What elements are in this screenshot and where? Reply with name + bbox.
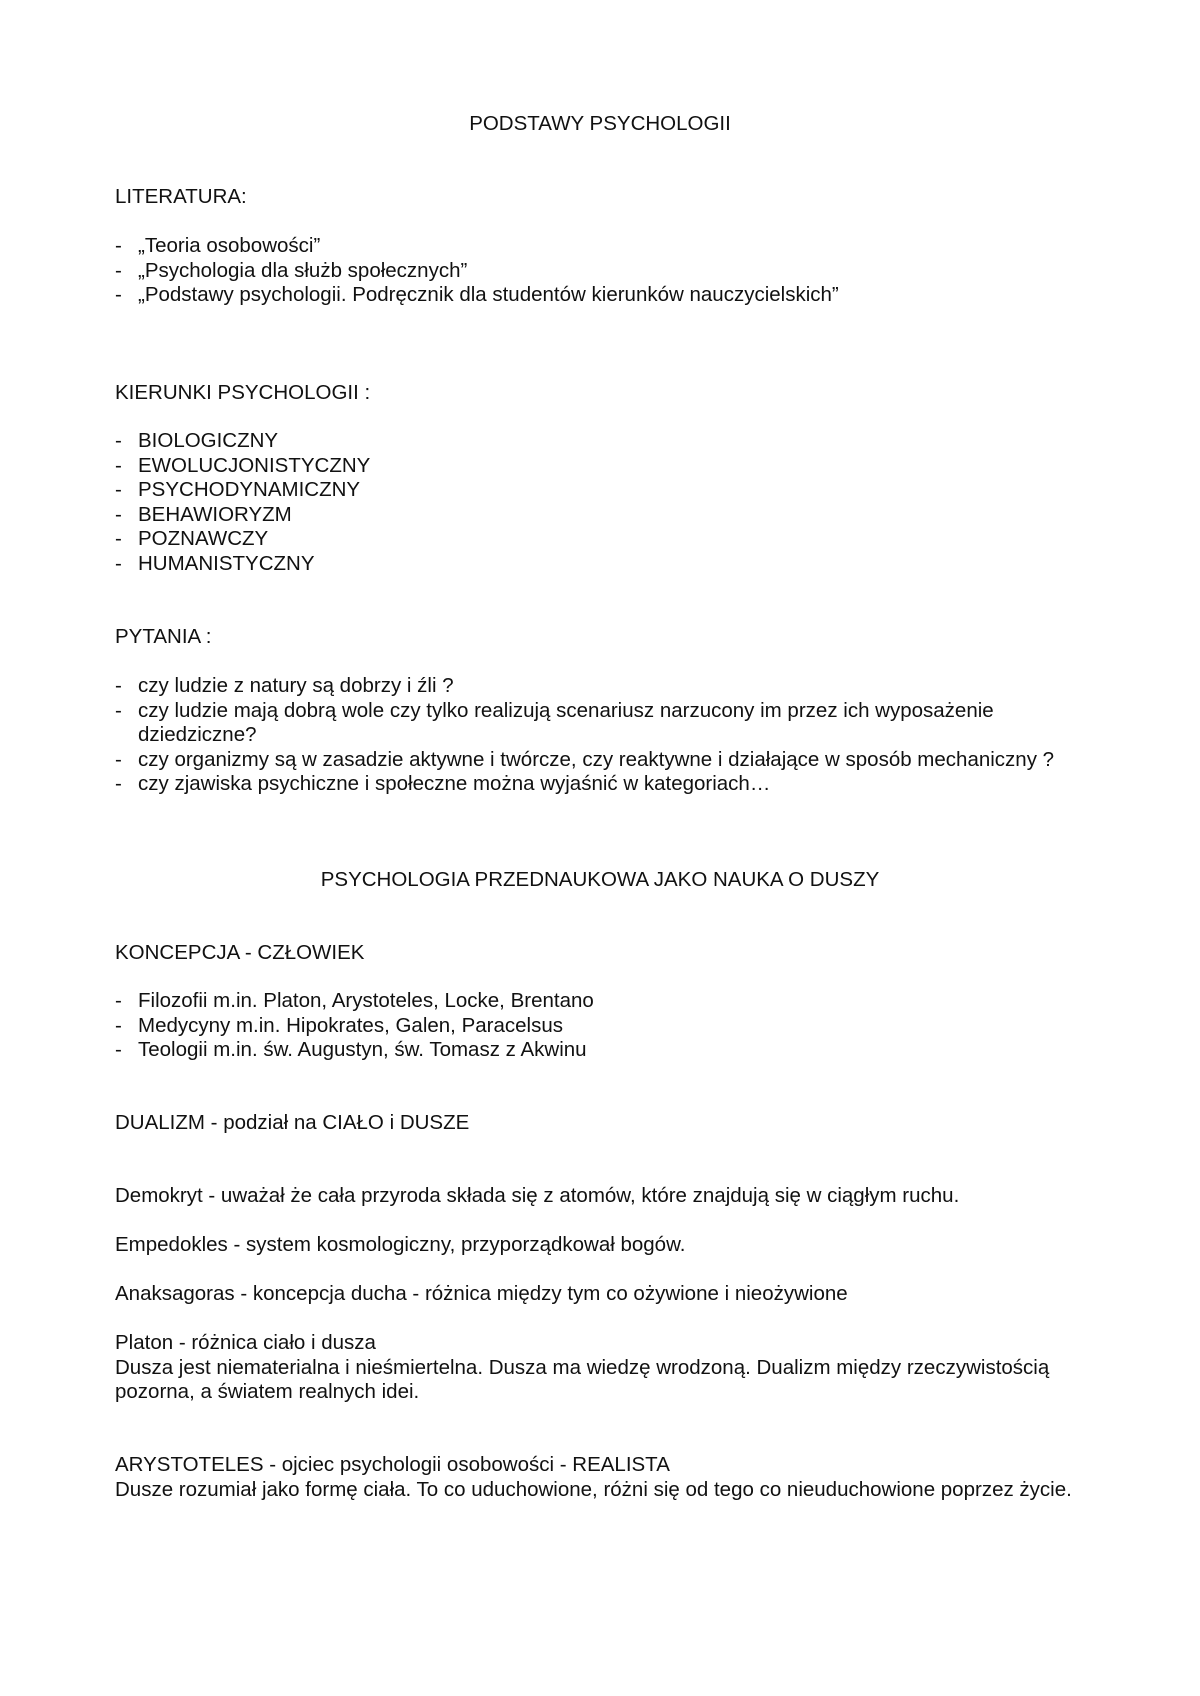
plato-paragraph	[115, 1331, 1090, 1405]
list-item: - czy zjawiska psychiczne i społeczne można wyjaśnić w kategoriach…	[115, 772, 1090, 797]
list-item: - BEHAWIORYZM	[115, 503, 1090, 528]
aristotle-line: ARYSTOTELES - ojciec psychologii osobowości - REALISTA	[115, 1453, 670, 1476]
page-title: PODSTAWY PSYCHOLOGII	[469, 112, 731, 135]
list-item: - Filozofii m.in. Platon, Arystoteles, Locke, Brentano	[115, 989, 1090, 1014]
list-item: - „Podstawy psychologii. Podręcznik dla studentów kierunków nauczycielskich”	[115, 283, 1090, 308]
aristotle-paragraph	[115, 1453, 1090, 1502]
plato-description: Dusza jest niematerialna i nieśmiertelna. Dusza ma wiedzę wrodzoną. Dualizm między rzeczywistością pozorna, a światem realnych idei.	[115, 1355, 1050, 1403]
list-item: - EWOLUCJONISTYCZNY	[115, 454, 1090, 479]
list-item: - „Teoria osobowości”	[115, 234, 1090, 259]
plato-line: Platon - różnica ciało i dusza	[115, 1331, 376, 1354]
literature-list	[115, 234, 1090, 308]
list-item: - czy ludzie mają dobrą wole czy tylko realizują scenariusz narzucony im przez ich wyposażenie dziedziczne?	[115, 699, 1090, 748]
list-item: - Teologii m.in. św. Augustyn, św. Tomasz z Akwinu	[115, 1038, 1090, 1063]
list-item: - Medycyny m.in. Hipokrates, Galen, Paracelsus	[115, 1014, 1090, 1039]
questions-list	[115, 674, 1090, 797]
concept-list	[115, 989, 1090, 1063]
empedocles-paragraph: Empedokles - system kosmologiczny, przyporządkował bogów.	[115, 1233, 686, 1256]
questions-heading: PYTANIA :	[115, 625, 212, 648]
list-item: - POZNAWCZY	[115, 527, 1090, 552]
list-item: - czy ludzie z natury są dobrzy i źli ?	[115, 674, 1090, 699]
list-item: - PSYCHODYNAMICZNY	[115, 478, 1090, 503]
concept-heading: KONCEPCJA - CZŁOWIEK	[115, 941, 365, 964]
directions-heading: KIERUNKI PSYCHOLOGII :	[115, 381, 371, 404]
aristotle-description: Dusze rozumiał jako formę ciała. To co uduchowione, różni się od tego co nieuduchowione poprzez życie.	[115, 1477, 1072, 1501]
dualism-line: DUALIZM - podział na CIAŁO i DUSZE	[115, 1111, 470, 1134]
list-item: - HUMANISTYCZNY	[115, 552, 1090, 577]
directions-list	[115, 429, 1090, 576]
democritus-paragraph: Demokryt - uważał że cała przyroda składa się z atomów, które znajdują się w ciągłym ruchu.	[115, 1184, 960, 1207]
anaxagoras-paragraph: Anaksagoras - koncepcja ducha - różnica między tym co ożywione i nieożywione	[115, 1282, 848, 1305]
literature-heading: LITERATURA:	[115, 185, 247, 208]
section-title: PSYCHOLOGIA PRZEDNAUKOWA JAKO NAUKA O DUSZY	[320, 868, 880, 891]
list-item: - BIOLOGICZNY	[115, 429, 1090, 454]
list-item: - „Psychologia dla służb społecznych”	[115, 259, 1090, 284]
list-item: - czy organizmy są w zasadzie aktywne i twórcze, czy reaktywne i działające w sposób mechaniczny ?	[115, 748, 1090, 773]
